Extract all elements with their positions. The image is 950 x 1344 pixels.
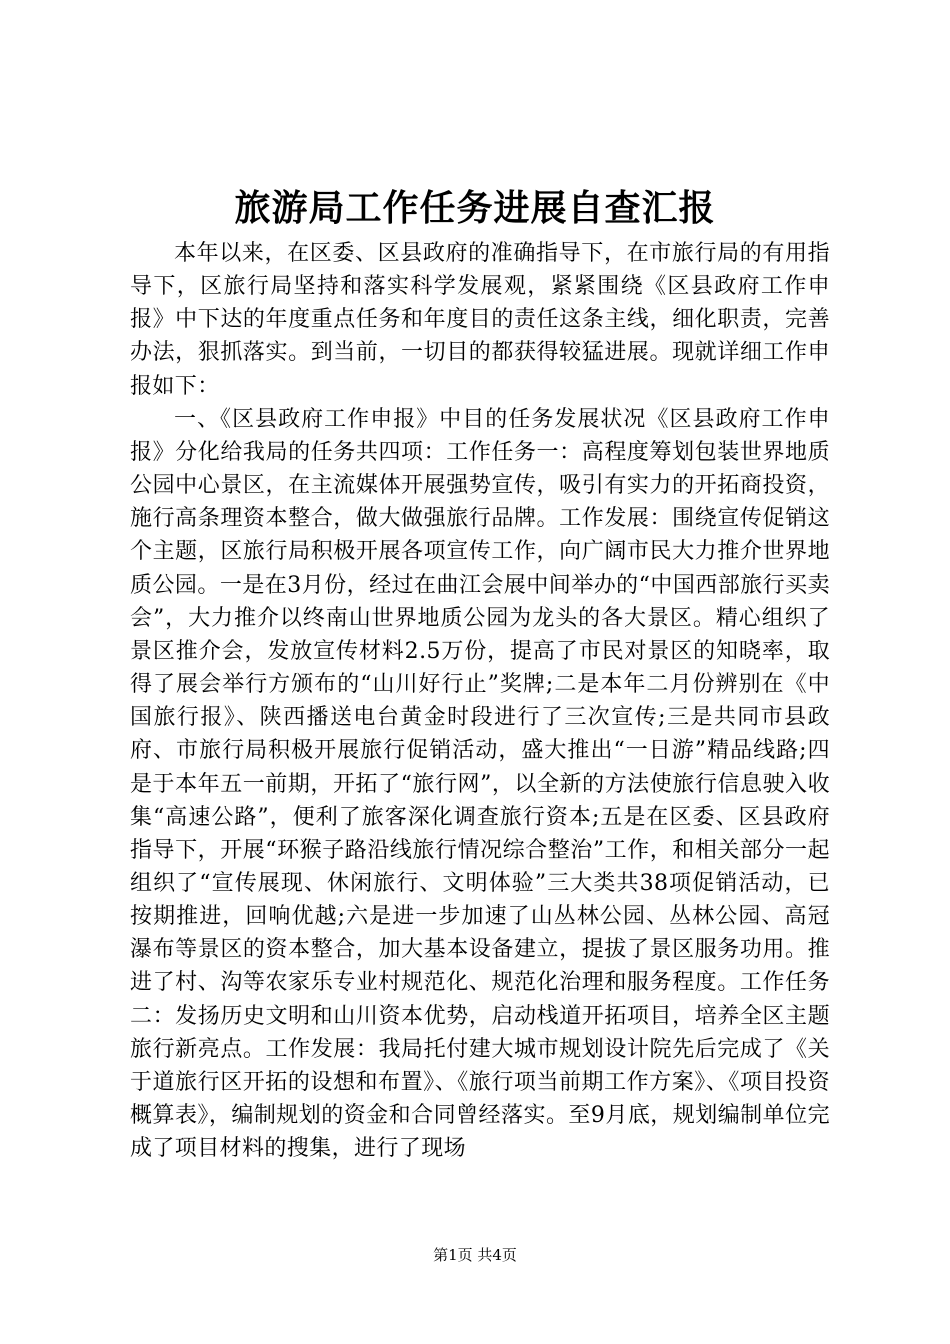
paragraph-intro: 本年以来，在区委、区县政府的准确指导下，在市旅行局的有用指导下，区旅行局坚持和落实科学发展观，紧紧围绕《区县政府工作申报》中下达的年度重点任务和年度目的责任这条主线，细化职责，完善办法，狠抓落实。到当前，一切目的都获得较猛进展。现就详细工作申报如下： [130,241,830,399]
document-title: 旅游局工作任务进展自查汇报 [234,187,716,229]
paragraph-section-one: 一、《区县政府工作申报》中目的任务发展状况《区县政府工作申报》分化给我局的任务共四项：工作任务一：高程度筹划包装世界地质公园中心景区，在主流媒体开展强势宣传，吸引有实力的开拓商投资，施行高条理资本整合，做大做强旅行品牌。工作发展：围绕宣传促销这个主题，区旅行局积极开展各项宣传工作，向广阔市民大力推介世界地质公园。一是在3月份，经过在曲江会展中间举办的“中国西部旅行买卖会”，大力推介以终南山世界地质公园为龙头的各大景区。精心组织了景区推介会，发放宣传材料2.5万份，提高了市民对景区的知晓率，取得了展会举行方颁布的“山川好行止”奖牌;二是本年二月份辨别在《中国旅行报》、陕西播送电台黄金时段进行了三次宣传;三是共同市县政府、市旅行局积极开展旅行促销活动，盛大推出“一日游”精品线路;四是于本年五一前期，开拓了“旅行网”，以全新的方法使旅行信息驶入收集“高速公路”，便利了旅客深化调查旅行资本;五是在区委、区县政府指导下，开展“环猴子路沿线旅行情况综合整治”工作，和相关部分一起组织了“宣传展现、休闲旅行、文明体验”三大类共38项促销活动，已按期推进，回响优越;六是进一步加速了山丛林公园、丛林公园、高冠瀑布等景区的资本整合，加大基本设备建立，提拔了景区服务功用。推进了村、沟等农家乐专业村规范化、规范化治理和服务程度。工作任务二：发扬历史文明和山川资本优势，启动栈道开拓项目，培养全区主题旅行新亮点。工作发展：我局托付建大城市规划设计院先后完成了《关于道旅行区开拓的设想和布置》、《旅行项当前期工作方案》、《项目投资概算表》，编制规划的资金和合同曾经落实。至9月底，规划编制单位完成了项目材料的搜集，进行了现场 [130,406,830,1162]
document-body [130,237,830,1165]
page-number-footer: 第1页 共4页 [433,1246,517,1264]
